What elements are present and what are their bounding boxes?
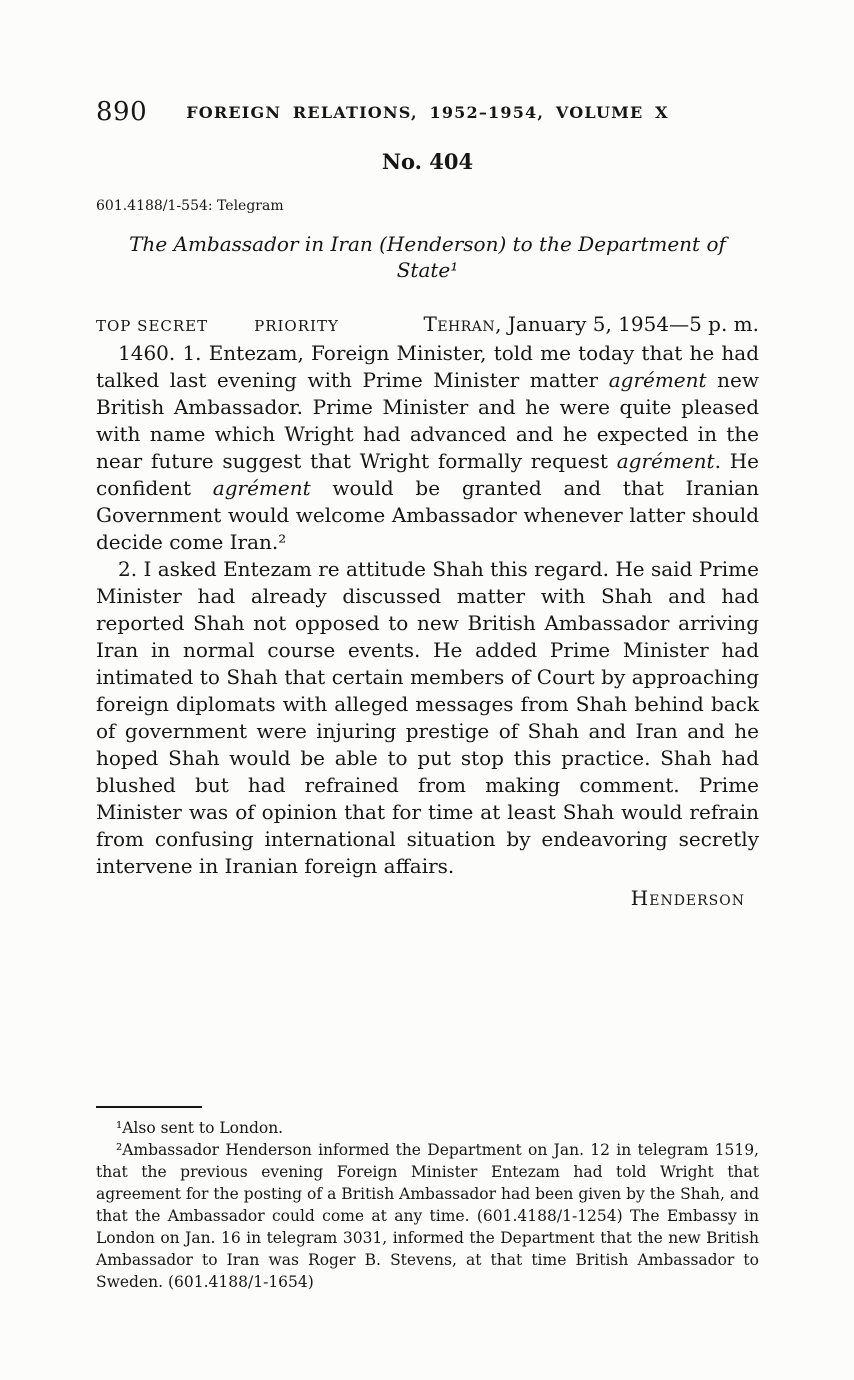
running-header: [96, 98, 759, 126]
footnote-divider: [96, 1106, 202, 1108]
italic-term: agrément: [616, 449, 715, 473]
running-head-title: FOREIGN RELATIONS, 1952–1954, VOLUME X: [186, 103, 669, 122]
body-paragraph: [96, 340, 759, 556]
telegram-body: [96, 340, 759, 880]
footnotes-section: [96, 1106, 759, 1293]
body-paragraph: [96, 556, 759, 880]
text-run: new British Ambassador. Prime Minister and he were quite pleased with name which Wright had advanced and he expected in the near future suggest that Wright formally request: [96, 368, 759, 473]
dateline-place: Tehran: [423, 312, 496, 336]
signature: Henderson: [630, 886, 745, 910]
page-number: 890: [96, 97, 148, 127]
document-title: The Ambassador in Iran (Henderson) to the Department of State¹: [129, 232, 726, 282]
text-run: 1460. 1. Entezam, Foreign Minister, told me today that he had talked last evening with Prime Minister matter: [96, 341, 759, 392]
dateline: [424, 311, 760, 338]
text-column: [96, 0, 759, 912]
footnote: ²Ambassador Henderson informed the Department on Jan. 12 in telegram 1519, that the previous evening Foreign Minister Entezam had told Wright that agreement for the posting of a British Ambassador had been given by the Shah, and that the Ambassador could come at any time. (601.4188/1-1254) The Embassy in London on Jan. 16 in telegram 3031, informed the Department that the new British Ambassador to Iran was Roger B. Stevens, at that time British Ambassador to Sweden. (601.4188/1-1654): [96, 1141, 759, 1291]
dateline-row: [96, 311, 759, 340]
text-run: 2. I asked Entezam re attitude Shah this regard. He said Prime Minister had already discussed matter with Shah and had reported Shah not opposed to new British Ambassador arriving Iran in normal course events. He added Prime Minister had intimated to Shah that certain members of Court by approaching foreign diplomats with alleged messages from Shah behind back of government were injuring prestige of Shah and Iran and he hoped Shah would be able to put stop this practice. Shah had blushed but had refrained from making comment. Prime Minister was of opinion that for time at least Shah would refrain from confusing international situation by endeavoring secretly intervene in Iranian foreign affairs.: [96, 557, 759, 878]
footnote: ¹Also sent to London.: [116, 1119, 284, 1137]
dateline-datetime: , January 5, 1954—5 p. m.: [495, 312, 759, 336]
precedence-marking: PRIORITY: [254, 317, 339, 335]
italic-term: agrément: [608, 368, 707, 392]
document-number-heading: No. 404: [381, 149, 474, 174]
text-run: . He confident: [96, 449, 759, 500]
footnote-list: [96, 1117, 759, 1293]
text-run: would be granted and that Iranian Government would welcome Ambassador whenever latter should decide come Iran.²: [96, 476, 759, 554]
classification-marking: TOP SECRET: [96, 317, 209, 335]
italic-term: agrément: [212, 476, 311, 500]
source-citation: 601.4188/1-554: Telegram: [96, 198, 284, 214]
